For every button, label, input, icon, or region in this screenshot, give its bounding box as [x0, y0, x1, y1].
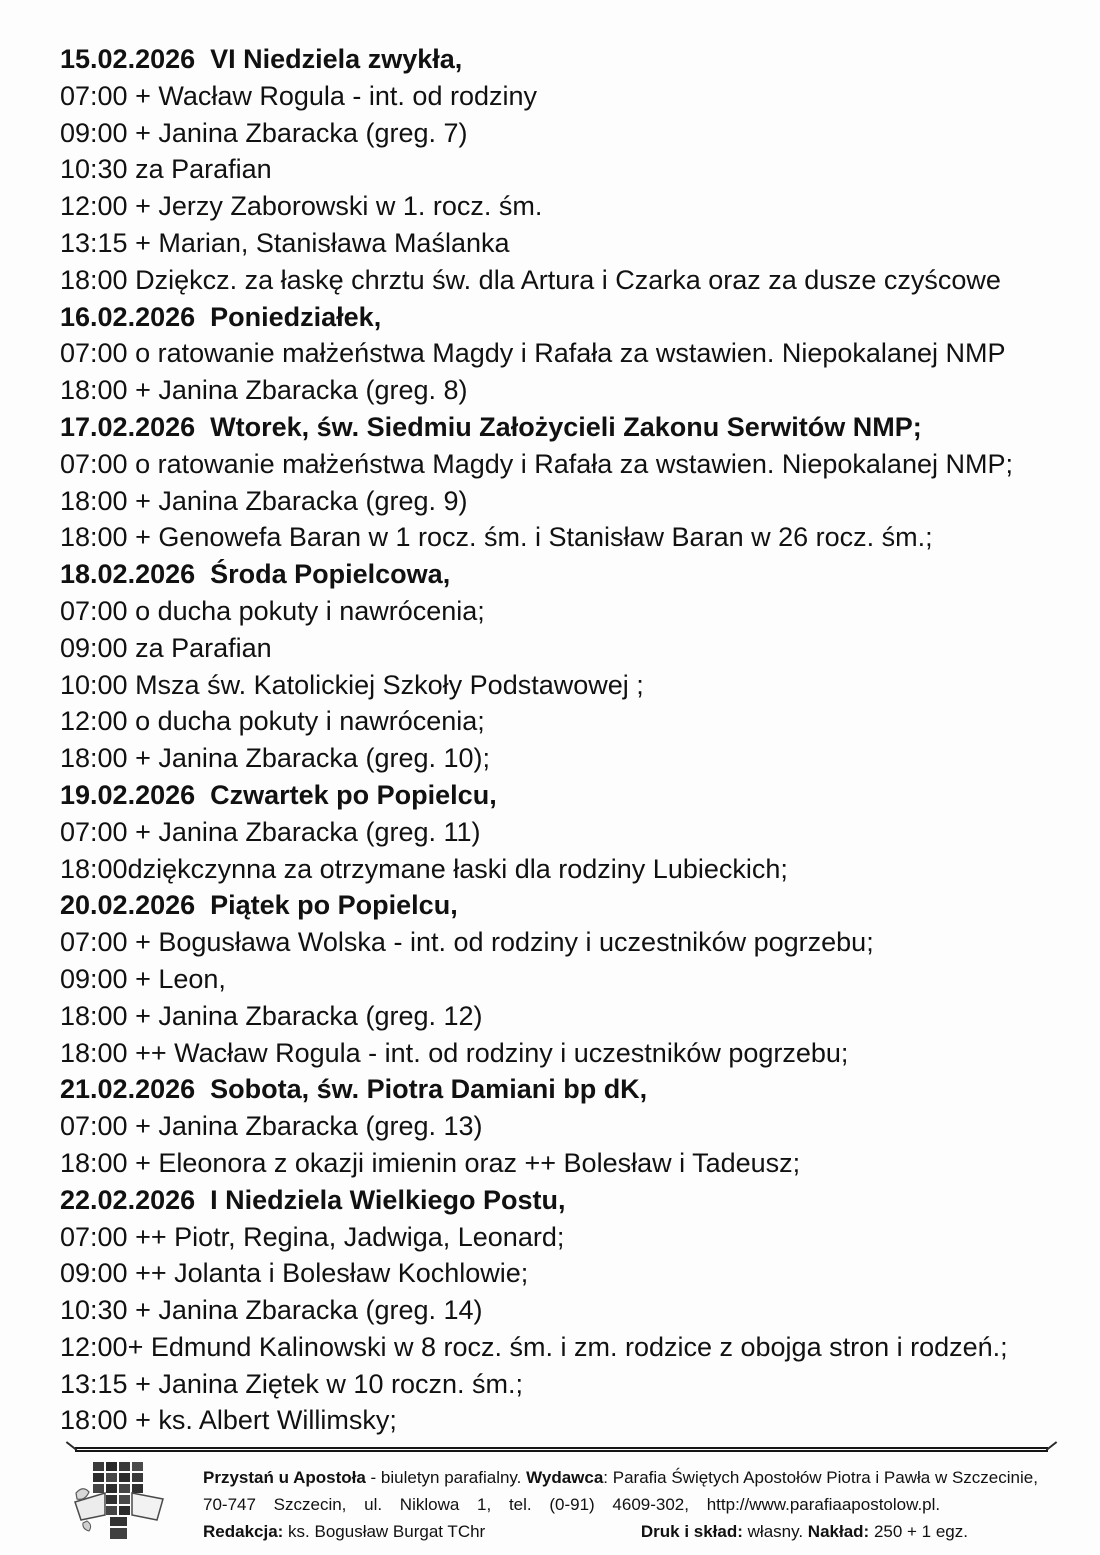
mass-intention-entry: 12:00 + Jerzy Zaborowski w 1. rocz. śm.	[60, 191, 543, 222]
print-label: Druk i skład:	[640, 1522, 743, 1542]
print-credit	[641, 1518, 968, 1545]
mass-intention-entry: 07:00 + Janina Zbaracka (greg. 11)	[60, 816, 481, 847]
mass-intention-entry: 07:00 + Janina Zbaracka (greg. 13)	[60, 1111, 483, 1142]
mass-intention-entry: 18:00 Dziękcz. za łaskę chrztu św. dla Artura i Czarka oraz za dusze czyścowe	[60, 264, 1001, 295]
mass-intention-entry: 18:00 + ks. Albert Willimsky;	[60, 1405, 397, 1436]
day-header: 22.02.2026 I Niedziela Wielkiego Postu,	[60, 1184, 566, 1215]
mass-intention-entry: 09:00 za Parafian	[60, 632, 272, 663]
border-tick	[66, 1441, 77, 1451]
mass-intention-entry: 09:00 + Janina Zbaracka (greg. 7)	[60, 117, 468, 148]
mass-intention-entry: 18:00 + Janina Zbaracka (greg. 8)	[60, 375, 468, 406]
footer-address-line: 70-747 Szczecin, ul. Niklowa 1, tel. (0-91) 4609-302, http://www.parafiaapostolow.pl.	[203, 1495, 941, 1515]
print-value: własny.	[742, 1522, 808, 1542]
editor-credit	[203, 1518, 485, 1545]
bulletin-subtitle: - biuletyn parafialny.	[365, 1468, 527, 1488]
mass-intention-entry: 18:00dziękczynna za otrzymane łaski dla rodziny Lubieckich;	[60, 853, 788, 884]
mass-intention-entry: 09:00 ++ Jolanta i Bolesław Kochlowie;	[60, 1258, 529, 1289]
footer-text-block	[203, 1464, 1048, 1545]
mass-intention-entry: 18:00 + Janina Zbaracka (greg. 10);	[60, 743, 491, 774]
mass-intention-entry: 12:00+ Edmund Kalinowski w 8 rocz. śm. i zm. rodzice z obojga stron i rodzeń.;	[60, 1331, 1008, 1362]
mass-intention-entry: 10:30 + Janina Zbaracka (greg. 14)	[60, 1295, 483, 1326]
mass-intention-entry: 07:00 + Wacław Rogula - int. od rodziny	[60, 80, 537, 111]
day-header: 21.02.2026 Sobota, św. Piotra Damiani bp dK,	[60, 1074, 648, 1105]
publisher-label: Wydawca	[526, 1468, 604, 1488]
mass-intention-entry: 18:00 + Janina Zbaracka (greg. 9)	[60, 485, 468, 516]
day-header: 20.02.2026 Piątek po Popielcu,	[60, 890, 458, 921]
bulletin-title: Przystań u Apostoła	[203, 1468, 366, 1488]
mass-intention-entry: 10:00 Msza św. Katolickiej Szkoły Podstawowej ;	[60, 669, 644, 700]
border-tick	[1046, 1441, 1057, 1451]
mass-intention-entry: 09:00 + Leon,	[60, 963, 226, 994]
day-header: 18.02.2026 Środa Popielcowa,	[60, 559, 451, 590]
day-header: 17.02.2026 Wtorek, św. Siedmiu Założycieli Zakonu Serwitów NMP;	[60, 411, 922, 442]
mass-intention-entry: 10:30 za Parafian	[60, 154, 272, 185]
footer-credits-line	[203, 1518, 1046, 1545]
day-header: 16.02.2026 Poniedziałek,	[60, 301, 382, 332]
day-header: 15.02.2026 VI Niedziela zwykła,	[60, 44, 463, 74]
mass-intention-entry: 18:00 ++ Wacław Rogula - int. od rodziny i uczestników pogrzebu;	[60, 1037, 849, 1068]
publisher-separator: :	[603, 1468, 613, 1488]
mass-intention-entry: 07:00 + Bogusława Wolska - int. od rodziny i uczestników pogrzebu;	[60, 927, 874, 958]
mass-intention-entry: 07:00 o ratowanie małżeństwa Magdy i Rafała za wstawien. Niepokalanej NMP	[60, 338, 1006, 369]
mass-intention-entry: 07:00 o ratowanie małżeństwa Magdy i Rafała za wstawien. Niepokalanej NMP;	[60, 448, 1013, 479]
mass-intention-entry: 13:15 + Marian, Stanisława Maślanka	[60, 227, 510, 258]
parish-bulletin-logo-icon	[73, 1459, 165, 1550]
bulletin-footer	[75, 1447, 1048, 1555]
mass-intention-entry: 18:00 + Janina Zbaracka (greg. 12)	[60, 1000, 483, 1031]
day-header: 19.02.2026 Czwartek po Popielcu,	[60, 779, 497, 810]
mass-intention-entry: 12:00 o ducha pokuty i nawrócenia;	[60, 706, 485, 737]
mass-intention-entry: 07:00 ++ Piotr, Regina, Jadwiga, Leonard;	[60, 1221, 565, 1252]
mass-intention-entry: 13:15 + Janina Ziętek w 10 roczn. śm.;	[60, 1368, 523, 1399]
mass-intention-entry: 07:00 o ducha pokuty i nawrócenia;	[60, 595, 485, 626]
footer-publisher-line	[203, 1464, 1046, 1491]
publisher-value: Parafia Świętych Apostołów Piotra i Pawła w Szczecinie,	[612, 1468, 1038, 1488]
mass-intention-entry: 18:00 + Eleonora z okazji imienin oraz ++ Bolesław i Tadeusz;	[60, 1147, 801, 1178]
editor-label: Redakcja:	[203, 1522, 284, 1542]
circulation-value: 250 + 1 egz.	[869, 1522, 968, 1542]
mass-intention-entry: 18:00 + Genowefa Baran w 1 rocz. śm. i Stanisław Baran w 26 rocz. śm.;	[60, 522, 933, 553]
circulation-label: Nakład:	[807, 1522, 870, 1542]
editor-value: ks. Bogusław Burgat TChr	[283, 1522, 486, 1542]
